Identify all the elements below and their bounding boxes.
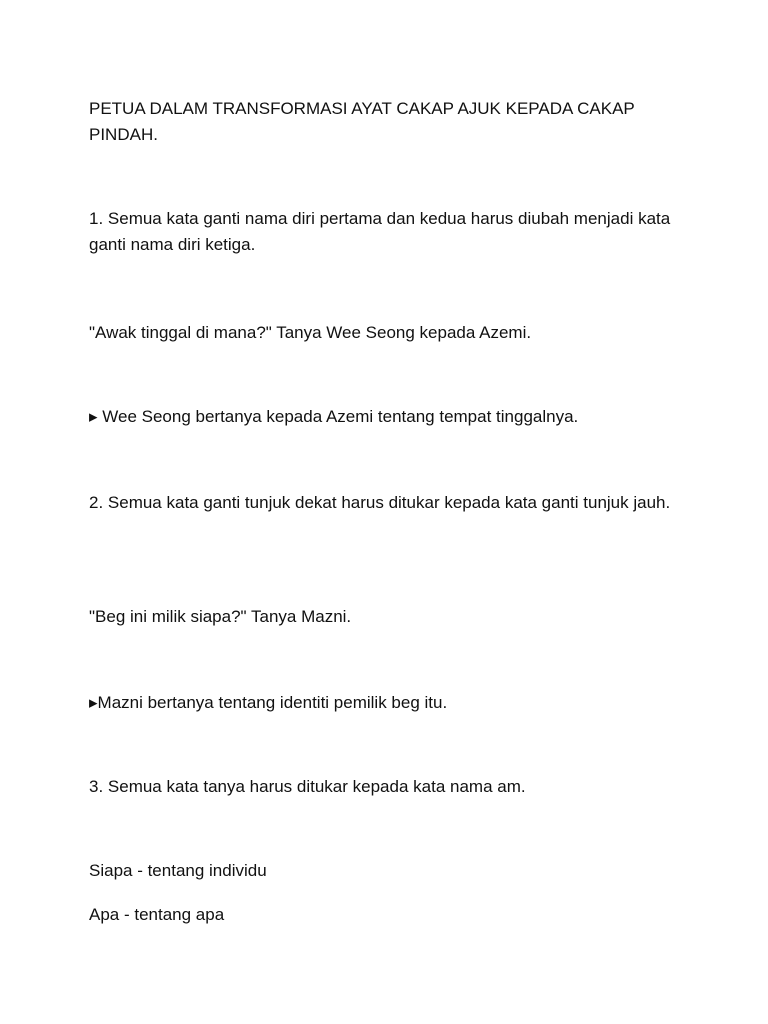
rule-2-text: 2. Semua kata ganti tunjuk dekat harus ditukar kepada kata ganti tunjuk jauh. [89,493,671,512]
question-word-apa: Apa - tentang apa [89,905,225,924]
example-1-direct-speech: "Awak tinggal di mana?" Tanya Wee Seong kepada Azemi. [89,323,532,342]
document-title: PETUA DALAM TRANSFORMASI AYAT CAKAP AJUK KEPADA CAKAP PINDAH. [89,99,635,144]
example-1-indirect-speech: ▸ Wee Seong bertanya kepada Azemi tentang tempat tinggalnya. [89,407,579,426]
question-word-siapa: Siapa - tentang individu [89,861,267,880]
example-2-indirect-speech: ▸Mazni bertanya tentang identiti pemilik beg itu. [89,693,448,712]
rule-3-text: 3. Semua kata tanya harus ditukar kepada kata nama am. [89,777,526,796]
example-2-direct-speech: "Beg ini milik siapa?" Tanya Mazni. [89,607,352,626]
rule-1-text: 1. Semua kata ganti nama diri pertama dan kedua harus diubah menjadi kata ganti nama diri ketiga. [89,209,671,254]
